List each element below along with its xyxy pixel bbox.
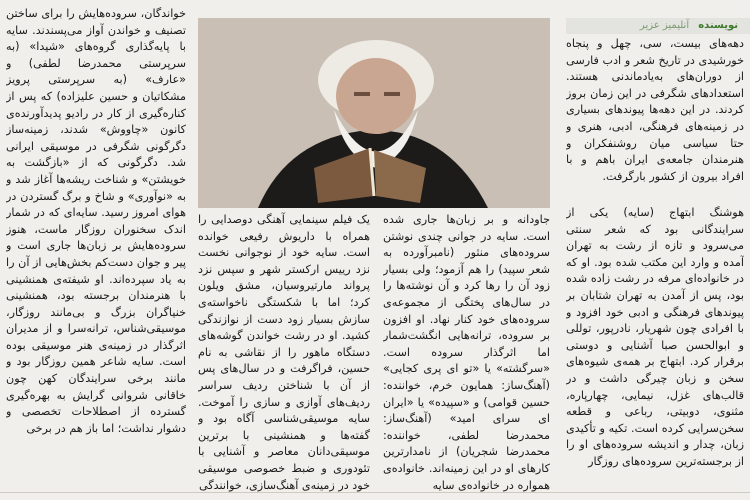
paragraph: خواندگان، سروده‌هایش را برای ساختن تصنیف و خواندن آواز می‌پسندند. سایه با پایه‌گذاری گروه‌های «شیدا» (به سرپرستی محمدرضا لطفی) و «عارف» (به سرپرستی پرویز مشکاتیان و حسین علیزاده) که پس از کناره‌گیری از کار در رادیو پدیدآورنده‌ی کانون «چاووش» شدند، زمینه‌ساز دگرگونی شگرفی در موسیقی ایرانی شد. دگرگونی که از «بازگشت به خویشتن» و شناخت ریشه‌ها آغاز شد و به «نوآوری» و شاخ و برگ گستردن در هوای امروز رسید. سایه‌ای که در شمار اندک سخنوران روزگار ماست، هنوز سروده‌هایش بر زبان‌ها جاری است و پیر و جوان دست‌کم بخش‌هایی از آن را به یاد سپرده‌اند. او شیفته‌ی همنشینی با هنرمندان برجسته بود، همنشینی خنیاگران بزرگ و بی‌مانند روزگار، موسیقی‌شناس، ترانه‌سرا و از مدیران اثرگذار در زمینه‌ی هنر موسیقی بوده است. سایه شاعر همین روزگار بود و مانند برخی سرایندگان کهن چون خاقانی شروانی گرایش به بهره‌گیری گسترده از اصطلاحات تخصصی و دشوار نداشت؛ اما باز هم در برخی xyxy=(6,7,186,435)
byline xyxy=(566,18,750,34)
paragraph: دهه‌های بیست، سی، چهل و پنجاه خورشیدی در تاریخ شعر و ادب فارسی از دوران‌های به‌یادماندنی هستند. استعدادهای شگرفی در این زمان بروز کردند. در این دهه‌ها پیوندهای بسیاری در زمینه‌های فرهنگی، ادبی، هنری و حتا سیاسی میان روشنفکران و هنرمندان جامعه‌ی ایران باهم و با افراد بیرون از کشور بارگرفت. xyxy=(566,37,744,183)
column-middle-right xyxy=(383,212,550,495)
column-right-bottom xyxy=(566,205,744,495)
paragraph: هوشنگ ابتهاج (سایه) یکی از سرایندگانی بود که شعر سنتی می‌سرود و تازه از رشت به تهران آمده و وارد این مکتب شده بود. او که در خانواده‌ای مرفه در رشت زاده شده بود، پس از آمدن به تهران شتابان بر پیوندهای فرهنگی و ادبی خود افزود و با افرادی چون شهریار، نادرپور، توللی و ابوالحسن صبا آشنایی و دوستی برقرار کرد. ابتهاج بر همه‌ی شیوه‌های سخن و زبان چیرگی داشت و در قالب‌های غزل، نیمایی، چهارپاره، مثنوی، دوبیتی، رباعی و قطعه سخن‌سرایی کرده است. تکیه و تأکیدی زبان، چدار و اندیشه سروده‌های او را از برجسته‌ترین سروده‌های روزگار xyxy=(566,206,744,468)
byline-label: نویسنده xyxy=(698,20,738,31)
paragraph: یک فیلم سینمایی آهنگی دوصدایی را همراه با داریوش رفیعی خوانده است. سایه خود از نوجوانی نخست نزد رییس ارکستر شهر و سپس نزد پرواند مارتیروسیان، مشق ویلون کرد؛ اما با شکستگی ناخواسته‌ی سازش بسیار زود دست از نوازندگی کشید. او در رشت خواندن گوشه‌های دستگاه ماهور را از نقاشی به نام حسین، فراگرفت و در سال‌های پس از آن با شناختن ردیف سراسر ردیف‌های آوازی و سازی را آموخت. سایه موسیقی‌شناسی آگاه بود و گفته‌ها و همنشینی با برترین موسیقی‌دانان معاصر و آشنایی با تئودوری و ضبط خصوصی موسیقی خود در زمینه‌ی آهنگ‌سازی، خوانندگی xyxy=(198,213,370,492)
byline-author: آنلیمیز عزیر xyxy=(639,20,690,31)
bottom-rule xyxy=(0,492,750,493)
paragraph: جاودانه و بر زبان‌ها جاری شده است. سایه در جوانی چندی نوشتن سروده‌های منثور (نامبرآورده به شعر سپید) را هم آزمود؛ ولی بسیار زود آن را رها کرد و آن نوشته‌ها را در سال‌های پختگی از مجموعه‌ی سروده‌های خود کنار نهاد. او افزون بر سروده، ترانه‌هایی انگشت‌شمار اما اثرگذار سروده است. «سرگشته» یا «تو ای پری کجایی» (آهنگ‌ساز: همایون خرم، خواننده: حسین قوامی) و «سپیده» یا «ایران ای سرای امید» (آهنگ‌ساز: محمدرضا لطفی، خواننده: محمدرضا شجریان) از نامدارترین کارهای او در این زمینه‌اند. خانواده‌ی همواره در خانواده‌ی سایه xyxy=(383,213,550,492)
column-left xyxy=(6,6,186,495)
column-right-top xyxy=(566,36,744,188)
column-middle-left xyxy=(198,212,370,495)
portrait-photo xyxy=(198,18,550,208)
portrait-illustration xyxy=(198,18,550,208)
